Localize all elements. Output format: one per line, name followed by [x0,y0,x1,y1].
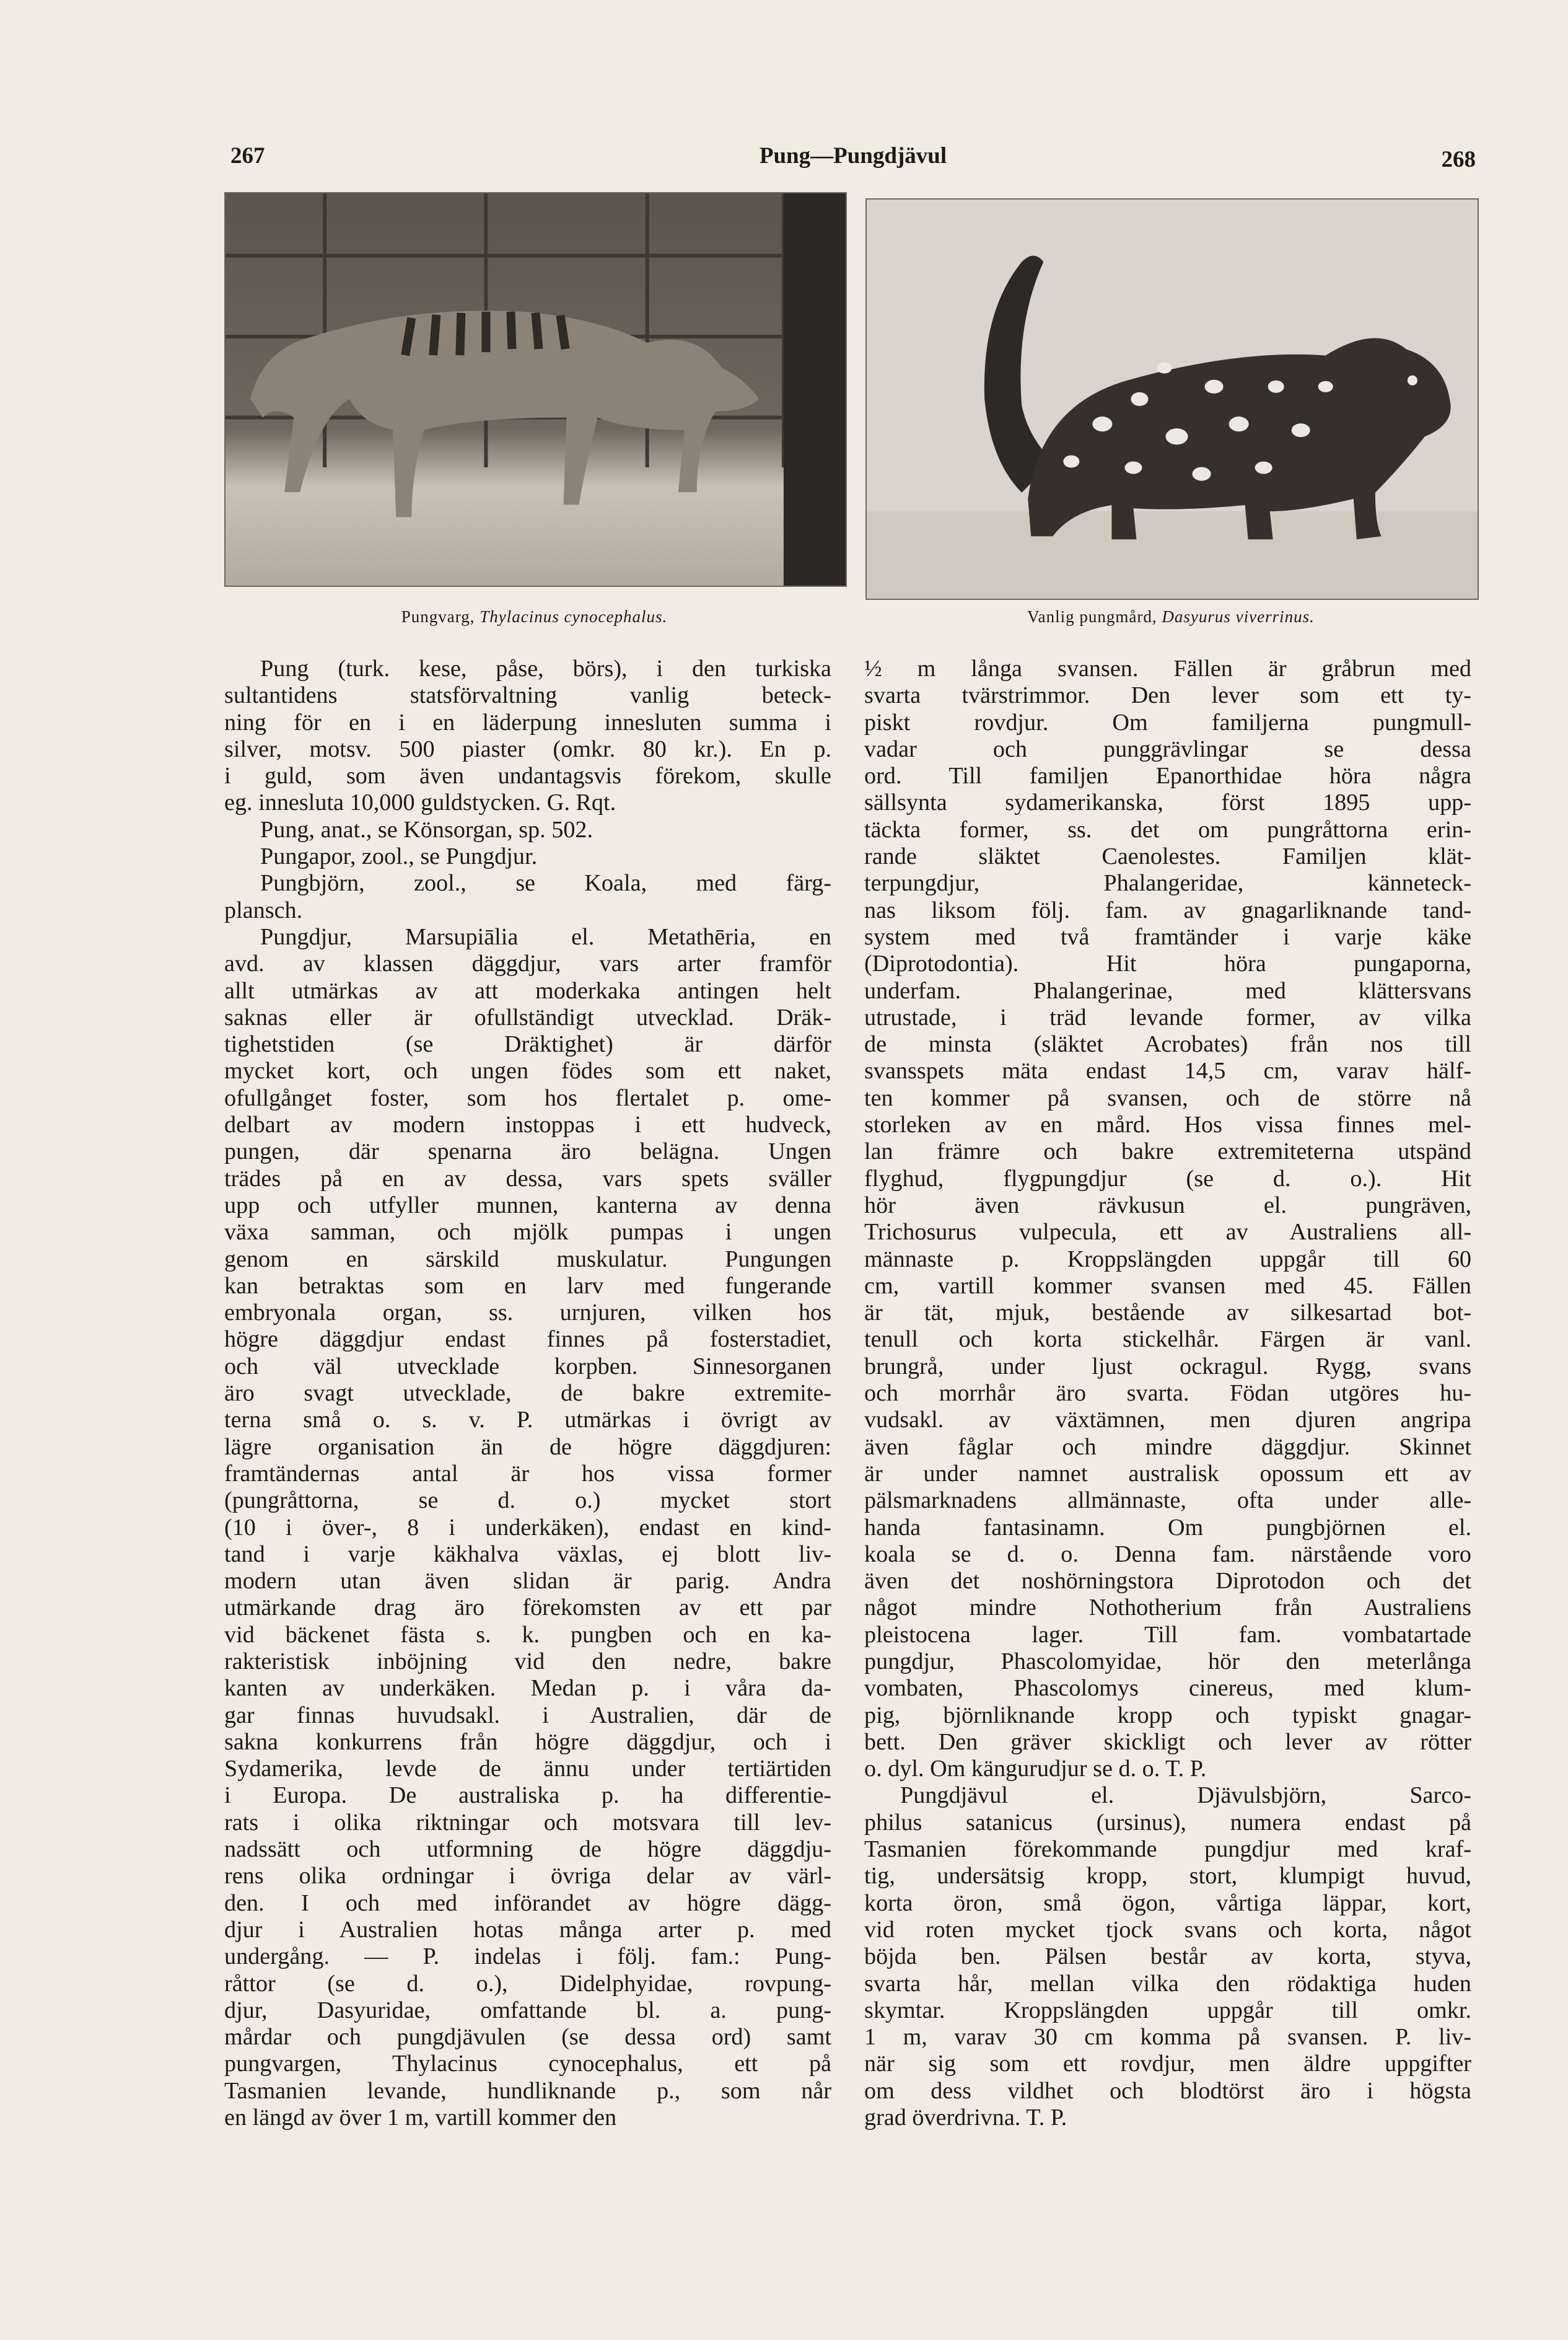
text-line: (10 i över-, 8 i underkäken), endast en kind- [224,1514,831,1541]
text-line: (pungråttorna, se d. o.) mycket stort [224,1487,831,1514]
text-line: svarta tvärstrimmor. Den lever som ett ty- [864,682,1471,709]
text-line: Pung, anat., se Könsorgan, sp. 502. [260,816,593,843]
text-line: 1 m, varav 30 cm komma på svansen. P. liv- [864,2024,1471,2051]
text-line: pungdjur, Phascolomyidae, hör den meterlånga [864,1648,1471,1674]
text-line: skymtar. Kroppslängden uppgår till omkr. [864,1997,1471,2023]
text-line: pälsmarknadens allmännaste, ofta under alle- [864,1487,1471,1514]
text-line: eg. innesluta 10,000 guldstycken. G. Rqt. [224,790,616,816]
photo-quoll [865,198,1479,600]
text-line: är under namnet australisk opossum ett av [864,1460,1471,1487]
text-line: Pungdjävul el. Djävulsbjörn, Sarco- [900,1782,1471,1809]
text-line: männaste p. Kroppslängden uppgår till 60 [864,1246,1471,1272]
text-line: kanten av underkäken. Medan p. i våra da- [224,1675,831,1702]
text-line: Pung (turk. kese, påse, börs), i den turkiska [260,656,831,682]
text-line: i guld, som även undantagsvis förekom, skulle [224,763,831,790]
text-line: ½ m långa svansen. Fällen är gråbrun med [864,656,1471,682]
text-line: embryonala organ, ss. urnjuren, vilken hos [224,1300,831,1326]
text-line: underfam. Phalangerinae, med klättersvans [864,977,1471,1004]
text-line: vudsakl. av växtämnen, men djuren angripa [864,1407,1471,1433]
text-line: o. dyl. Om kängurudjur se d. o. T. P. [864,1756,1207,1782]
text-line: och väl utvecklade korpben. Sinnesorganen [224,1353,831,1379]
text-line: piskt rovdjur. Om familjerna pungmull- [864,709,1471,736]
text-line: mycket kort, och ungen födes som ett naket, [224,1058,831,1084]
text-line: koala se d. o. Denna fam. närstående voro [864,1541,1471,1567]
text-line: djur i Australien hotas många arter p. med [224,1916,831,1943]
running-header [230,143,1476,186]
caption-right-prefix: Vanlig pungmård, [1027,607,1157,626]
text-line: rande släktet Caenolestes. Familjen klät- [864,843,1471,870]
text-line: rats i olika riktningar och motsvara till lev- [224,1809,831,1836]
page-number-right: 268 [1441,147,1476,172]
text-line: framtändernas antal är hos vissa former [224,1460,831,1487]
text-line: sultantidens statsförvaltning vanlig beteck- [224,682,831,709]
text-line: sakna konkurrens från högre däggdjur, och i [224,1728,831,1755]
text-line: ten kommer på svansen, och de större nå [864,1084,1471,1111]
text-line: plansch. [224,897,303,923]
text-line: philus satanicus (ursinus), numera endast på [864,1809,1471,1836]
text-line: vid bäckenet fästa s. k. pungben och en ka- [224,1621,831,1648]
caption-right-species: Dasyurus viverrinus. [1162,607,1315,626]
text-line: något mindre Nothotherium från Australiens [864,1594,1471,1621]
caption-left-species: Thylacinus cynocephalus. [480,607,668,626]
text-line: Sydamerika, levde de ännu under tertiärtiden [224,1756,831,1782]
text-line: bett. Den gräver skickligt och lever av rötter [864,1728,1471,1755]
text-column-left [224,656,831,2131]
text-line: pig, björnliknande kropp och typiskt gnagar- [864,1702,1471,1728]
text-line: sällsynta sydamerikanska, först 1895 upp- [864,790,1471,816]
text-line: Tasmanien levande, hundliknande p., som når [224,2077,831,2104]
page-title: Pung—Pungdjävul [759,143,947,169]
text-line: ning för en i en läderpung innesluten summa i [224,709,831,736]
text-line: vombaten, Phascolomys cinereus, med klum- [864,1675,1471,1702]
text-line: storleken av en mård. Hos vissa finnes mel- [864,1112,1471,1138]
text-line: Pungapor, zool., se Pungdjur. [260,843,538,870]
text-line: cm, vartill kommer svansen med 45. Fällen [864,1272,1471,1299]
text-line: trädes på en av dessa, vars spets sväller [224,1165,831,1192]
text-line: högre däggdjur endast finnes på fosterstadiet, [224,1326,831,1353]
text-line: Pungdjur, Marsupiālia el. Metathēria, en [260,923,831,950]
text-line: äro svagt utvecklade, de bakre extremite- [224,1380,831,1407]
text-line: pleistocena lager. Till fam. vombatartade [864,1621,1471,1648]
text-line: utrustade, i träd levande former, av vilka [864,1004,1471,1031]
text-line: terpungdjur, Phalangeridae, känneteck- [864,870,1471,897]
text-line: ord. Till familjen Epanorthidae höra några [864,763,1471,790]
text-line: växa samman, och mjölk pumpas i ungen [224,1219,831,1246]
text-line: saknas eller är ofullständigt utvecklad. Dräk- [224,1004,831,1031]
text-line: i Europa. De australiska p. ha differentie- [224,1782,831,1809]
caption-left-prefix: Pungvarg, [401,607,475,626]
text-line: nadssätt och utformning de högre däggdju- [224,1836,831,1863]
text-line: avd. av klassen däggdjur, vars arter framför [224,951,831,977]
text-line: utmärkande drag äro förekomsten av ett par [224,1594,831,1621]
text-line: är tät, mjuk, bestående av silkesartad bot- [864,1300,1471,1326]
text-line: flyghud, flygpungdjur (se d. o.). Hit [864,1165,1471,1192]
text-line: delbart av modern instoppas i ett hudveck, [224,1112,831,1138]
text-line: grad överdrivna. T. P. [864,2105,1067,2131]
figure-caption-left [224,607,844,627]
text-line: pungvargen, Thylacinus cynocephalus, ett på [224,2051,831,2077]
text-line: nas liksom följ. fam. av gnagarliknande tand- [864,897,1471,923]
text-line: rakteristisk inböjning vid den nedre, bakre [224,1648,831,1674]
text-line: råttor (se d. o.), Didelphyidae, rovpung- [224,1970,831,1997]
text-line: tand i varje käkhalva växlas, ej blott liv- [224,1541,831,1567]
text-line: gar finnas huvudsakl. i Australien, där de [224,1702,831,1728]
text-line: vid roten mycket tjock svans och korta, något [864,1916,1471,1943]
text-line: handa fantasinamn. Om pungbjörnen el. [864,1514,1471,1541]
text-line: mårdar och pungdjävulen (se dessa ord) samt [224,2024,831,2051]
text-line: böjda ben. Pälsen består av korta, styva, [864,1943,1471,1970]
text-line: djur, Dasyuridae, omfattande bl. a. pung- [224,1997,831,2023]
text-column-right [864,656,1471,2131]
text-line: allt utmärkas av att moderkaka antingen helt [224,977,831,1004]
text-line: modern utan även slidan är parig. Andra [224,1568,831,1594]
text-line: genom en särskild muskulatur. Pungungen [224,1246,831,1272]
figure-caption-right [865,607,1476,627]
page-number-left: 267 [230,143,265,169]
text-line: hör även rävkusun el. pungräven, [864,1192,1471,1218]
text-line: undergång. — P. indelas i följ. fam.: Pung- [224,1943,831,1970]
text-line: terna små o. s. v. P. utmärkas i övrigt av [224,1407,831,1433]
photo-thylacine [224,192,847,587]
text-line: brungrå, under ljust ockragul. Rygg, svans [864,1353,1471,1379]
text-line: ofullgånget foster, som hos flertalet p. ome- [224,1084,831,1111]
text-line: kan betraktas som en larv med fungerande [224,1272,831,1299]
text-line: vadar och punggrävlingar se dessa [864,736,1471,762]
text-line: tighetstiden (se Dräktighet) är därför [224,1031,831,1058]
text-line: svarta hår, mellan vilka den rödaktiga huden [864,1970,1471,1997]
text-line: pungen, där spenarna äro belägna. Ungen [224,1138,831,1165]
text-line: Pungbjörn, zool., se Koala, med färg- [260,870,831,897]
text-line: svansspets mäta endast 14,5 cm, varav hälf- [864,1058,1471,1084]
text-line: även det noshörningstora Diprotodon och det [864,1568,1471,1594]
text-line: de minsta (släktet Acrobates) från nos till [864,1031,1471,1058]
text-line: Tasmanien förekommande pungdjur med kraf- [864,1836,1471,1863]
text-line: system med två framtänder i varje käke [864,923,1471,950]
text-line: tig, undersätsig kropp, stort, klumpigt huvud, [864,1863,1471,1889]
text-line: upp och utfyller munnen, kanterna av denna [224,1192,831,1218]
text-line: när sig som ett rovdjur, men äldre uppgifter [864,2051,1471,2077]
text-line: täckta former, ss. det om pungråttorna erin- [864,816,1471,843]
text-line: lan främre och bakre extremiteterna utspänd [864,1138,1471,1165]
text-line: och morrhår äro svarta. Födan utgöres hu- [864,1380,1471,1407]
text-line: silver, motsv. 500 piaster (omkr. 80 kr.). En p. [224,736,831,762]
text-line: rens olika ordningar i övriga delar av värl- [224,1863,831,1889]
text-line: Trichosurus vulpecula, ett av Australiens all- [864,1219,1471,1246]
text-line: en längd av över 1 m, vartill kommer den [224,2105,617,2131]
text-line: lägre organisation än de högre däggdjuren: [224,1433,831,1460]
text-line: tenull och korta stickelhår. Färgen är vanl. [864,1326,1471,1353]
text-line: den. I och med införandet av högre dägg- [224,1889,831,1916]
text-line: även fåglar och mindre däggdjur. Skinnet [864,1433,1471,1460]
text-line: korta öron, små ögon, vårtiga läppar, kort, [864,1889,1471,1916]
text-line: (Diprotodontia). Hit höra pungaporna, [864,951,1471,977]
text-line: om dess vildhet och blodtörst äro i högsta [864,2077,1471,2104]
